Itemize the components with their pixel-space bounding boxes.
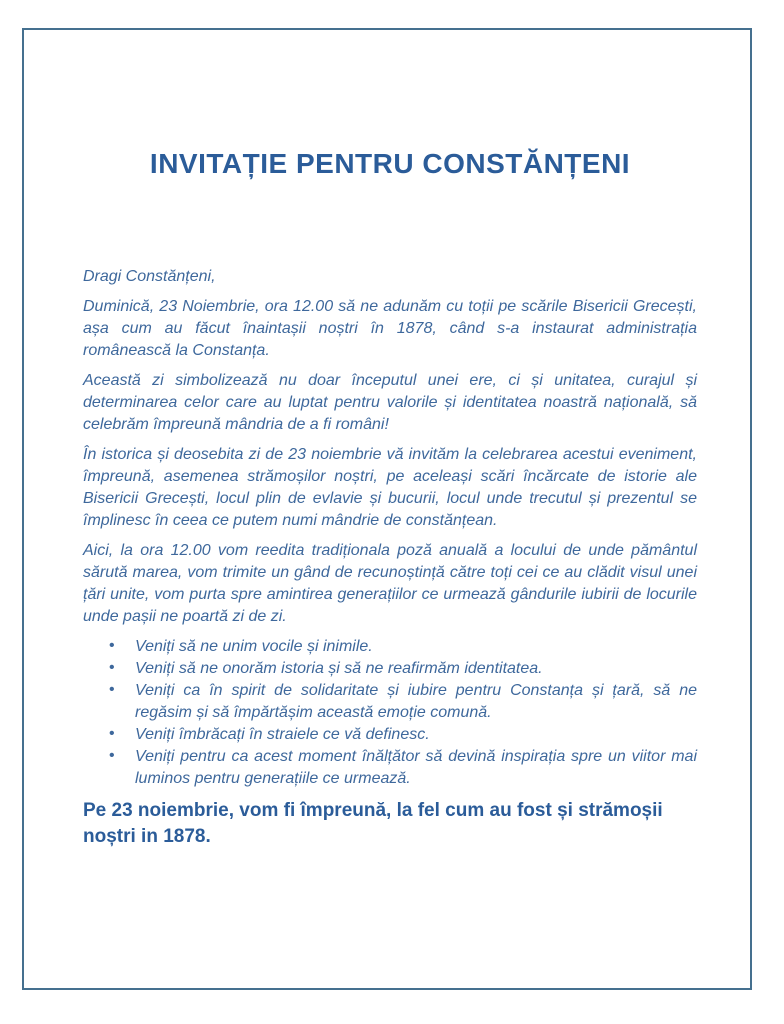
list-item-text: Veniți pentru ca acest moment înălțător să devină inspirația spre un viitor mai luminos pentru generațiile ce urmează. — [135, 748, 697, 787]
list-item — [83, 724, 697, 746]
bullet-icon: • — [109, 747, 115, 764]
list-item — [83, 658, 697, 680]
list-item-text: Veniți să ne unim vocile și inimile. — [135, 638, 373, 655]
page-border-frame — [22, 28, 752, 990]
list-item — [83, 746, 697, 790]
list-item — [83, 680, 697, 724]
bullet-icon: • — [109, 637, 115, 654]
page-title: INVITAȚIE PENTRU CONSTĂNȚENI — [149, 148, 631, 179]
bullet-list — [83, 636, 697, 790]
paragraph-event-announcement: Duminică, 23 Noiembrie, ora 12.00 să ne adunăm cu toții pe scările Bisericii Grecești, așa cum au făcut înaintașii noștri în 1878, când s-a instaurat administrația românească la Constanța. — [83, 298, 697, 359]
paragraph-celebration-invite: În istorica și deosebita zi de 23 noiembrie vă invităm la celebrarea acestui eveniment, împreună, asemenea strămoșilor noștri, pe aceleași scări încărcate de istorie ale Bisericii Grecești, locul plin de evlavie și bucurii, locul unde trecutul și prezentul se împlinesc în ceea ce putem numi mândrie de constănțean. — [83, 446, 697, 529]
paragraph-tradition-photo: Aici, la ora 12.00 vom reedita tradiționala poză anuală a locului de unde pământul sărută marea, vom trimite un gând de recunoștință către toți cei ce au clădit visul unei țări unite, vom purta spre amintirea generațiilor ce urmează gândurile iubirii de locurile unde pașii ne poartă zi de zi. — [83, 542, 697, 625]
closing-line: noștri in 1878. — [83, 826, 211, 847]
page-content — [83, 30, 697, 850]
bullet-icon: • — [109, 681, 115, 698]
paragraph-symbolism: Această zi simbolizează nu doar începutul unei ere, ci și unitatea, curajul și determinarea celor care au luptat pentru valorile și identitatea noastră națională, să celebrăm împreună mândria de a fi români! — [83, 372, 697, 433]
closing-line: Pe 23 noiembrie, vom fi împreună, la fel cum au fost și strămoșii — [83, 800, 663, 821]
bullet-icon: • — [109, 659, 115, 676]
salutation: Dragi Constănțeni, — [83, 268, 216, 285]
closing-statement — [83, 798, 697, 850]
bullet-icon: • — [109, 725, 115, 742]
list-item-text: Veniți ca în spirit de solidaritate și iubire pentru Constanța și țară, să ne regăsim și să împărtășim această emoție comună. — [135, 682, 697, 721]
list-item-text: Veniți îmbrăcați în straiele ce vă definesc. — [135, 726, 430, 743]
list-item — [83, 636, 697, 658]
list-item-text: Veniți să ne onorăm istoria și să ne reafirmăm identitatea. — [135, 660, 543, 677]
